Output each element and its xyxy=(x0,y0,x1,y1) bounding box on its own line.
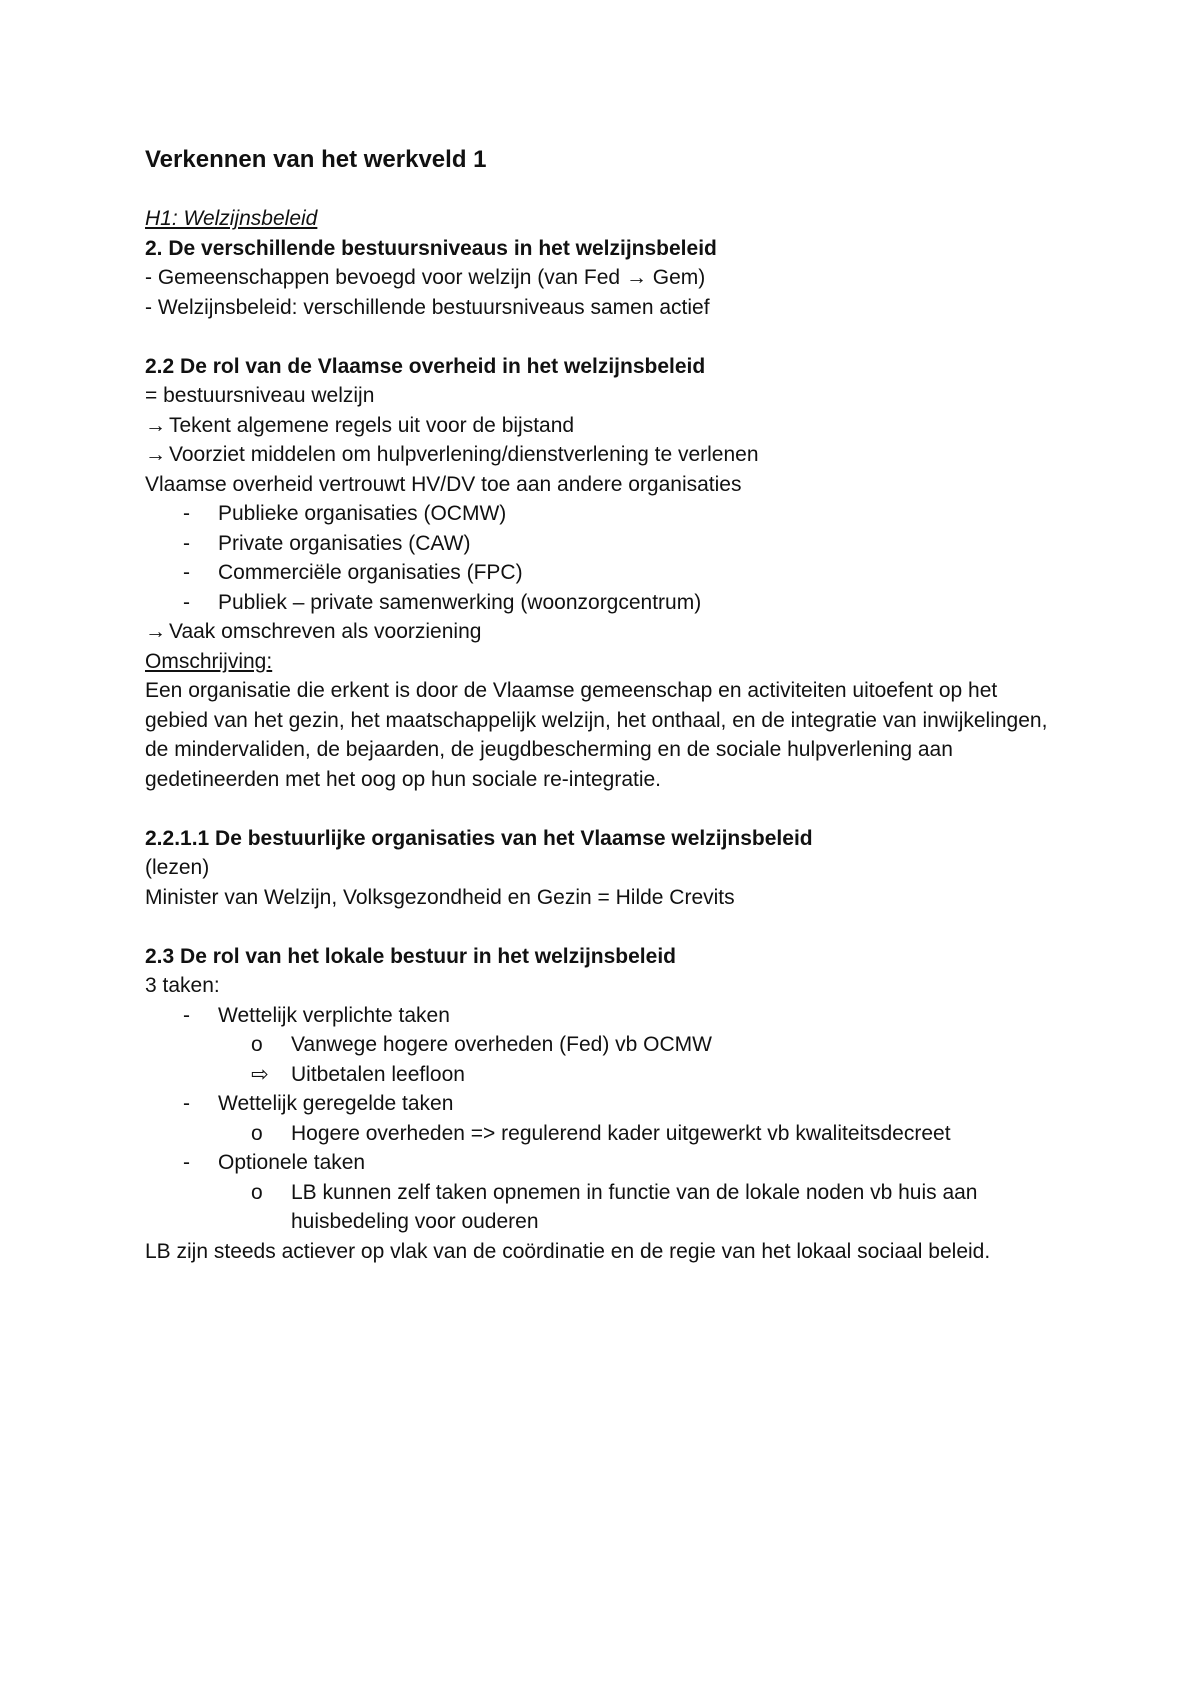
list-item xyxy=(145,1148,1065,1178)
right-arrow-icon: → xyxy=(145,620,166,643)
spacer xyxy=(145,794,1065,824)
section-2-3-heading: 2.3 De rol van het lokale bestuur in het welzijnsbeleid xyxy=(145,944,676,968)
sub-list-item xyxy=(145,1119,1065,1149)
section-2-2-heading: 2.2 De rol van de Vlaamse overheid in het welzijnsbeleid xyxy=(145,354,706,378)
list-item xyxy=(145,558,1065,588)
section-2-2-line-2: Vlaamse overheid vertrouwt HV/DV toe aan andere organisaties xyxy=(145,472,742,496)
section-2-2-arrow-item-1 xyxy=(145,411,1065,441)
spacer xyxy=(145,322,1065,352)
list-item-text: Wettelijk verplichte taken xyxy=(218,1003,450,1027)
sub-list-item-text: Hogere overheden => regulerend kader uitgewerkt vb kwaliteitsdecreet xyxy=(291,1121,951,1145)
list-item-text: Private organisaties (CAW) xyxy=(218,531,471,555)
section-2-line-2: - Welzijnsbeleid: verschillende bestuursniveaus samen actief xyxy=(145,295,710,319)
sub-list-item-text: Vanwege hogere overheden (Fed) vb OCMW xyxy=(291,1033,712,1056)
section-2-2-1-1-heading: 2.2.1.1 De bestuurlijke organisaties van het Vlaamse welzijnsbeleid xyxy=(145,826,813,850)
sub-list-item-text: Uitbetalen leefloon xyxy=(291,1062,465,1086)
section-2-2-arrow-item-2 xyxy=(145,440,1065,470)
spacer xyxy=(145,912,1065,942)
sub-list-item xyxy=(145,1178,1065,1237)
section-2-3-closing: LB zijn steeds actiever op vlak van de coördinatie en de regie van het lokaal sociaal beleid. xyxy=(145,1239,991,1263)
section-2-line-1: - Gemeenschappen bevoegd voor welzijn (van Fed → Gem) xyxy=(145,266,706,289)
circle-bullet-icon: o xyxy=(251,1033,263,1056)
list-item xyxy=(145,1089,1065,1119)
document-title: Verkennen van het werkveld 1 xyxy=(145,146,487,173)
arrow-item-text: Vaak omschreven als voorziening xyxy=(169,620,482,643)
dash-bullet-icon: - xyxy=(183,502,190,525)
dash-bullet-icon: - xyxy=(183,1092,190,1115)
circle-bullet-icon: o xyxy=(251,1121,263,1145)
list-item-text: Wettelijk geregelde taken xyxy=(218,1092,454,1115)
dash-bullet-icon: - xyxy=(183,561,190,584)
dash-bullet-icon: - xyxy=(183,1151,190,1174)
list-item-text: Commerciële organisaties (FPC) xyxy=(218,561,523,584)
section-2-heading: 2. De verschillende bestuursniveaus in het welzijnsbeleid xyxy=(145,236,717,260)
right-arrow-icon: → xyxy=(145,413,166,437)
dash-bullet-icon: - xyxy=(183,1003,190,1027)
sub-list-item-text: LB kunnen zelf taken opnemen in functie van de lokale noden vb huis aan huisbedeling voor ouderen xyxy=(291,1180,978,1233)
section-2-2-line-1: = bestuursniveau welzijn xyxy=(145,384,375,407)
section-2-2-arrow-item-3 xyxy=(145,617,1065,647)
dash-bullet-icon: - xyxy=(183,590,190,614)
definition-label: Omschrijving: xyxy=(145,649,273,673)
document-page xyxy=(145,145,1065,1266)
list-item xyxy=(145,499,1065,529)
arrow-item-text: Voorziet middelen om hulpverlening/dienstverlening te verlenen xyxy=(169,443,759,466)
dash-bullet-icon: - xyxy=(183,531,190,555)
sub-list-item xyxy=(145,1060,1065,1090)
right-arrow-icon: → xyxy=(145,443,166,466)
section-2-2-1-1-line-1: (lezen) xyxy=(145,856,210,879)
section-2-3-intro: 3 taken: xyxy=(145,974,220,997)
list-item-text: Publieke organisaties (OCMW) xyxy=(218,502,507,525)
section-2-2-1-1-line-2: Minister van Welzijn, Volksgezondheid en Gezin = Hilde Crevits xyxy=(145,885,735,909)
list-item xyxy=(145,588,1065,618)
definition-text: Een organisatie die erkent is door de Vlaamse gemeenschap en activiteiten uitoefent op het gebied van het gezin, het maatschappelijk welzijn, het onthaal, en de integratie van inwijkelingen, de mindervaliden, de bejaarden, de jeugdbescherming en de sociale hulpverlening aan gedetineerden met het oog op hun sociale re-integratie. xyxy=(145,679,1048,791)
arrow-item-text: Tekent algemene regels uit voor de bijstand xyxy=(169,413,575,437)
chapter-heading: H1: Welzijnsbeleid xyxy=(145,207,318,230)
list-item xyxy=(145,529,1065,559)
sub-list-item xyxy=(145,1030,1065,1060)
list-item-text: Publiek – private samenwerking (woonzorgcentrum) xyxy=(218,590,702,614)
list-item-text: Optionele taken xyxy=(218,1151,366,1174)
circle-bullet-icon: o xyxy=(251,1180,263,1204)
outline-arrow-icon: ⇨ xyxy=(251,1062,269,1086)
list-item xyxy=(145,1001,1065,1031)
